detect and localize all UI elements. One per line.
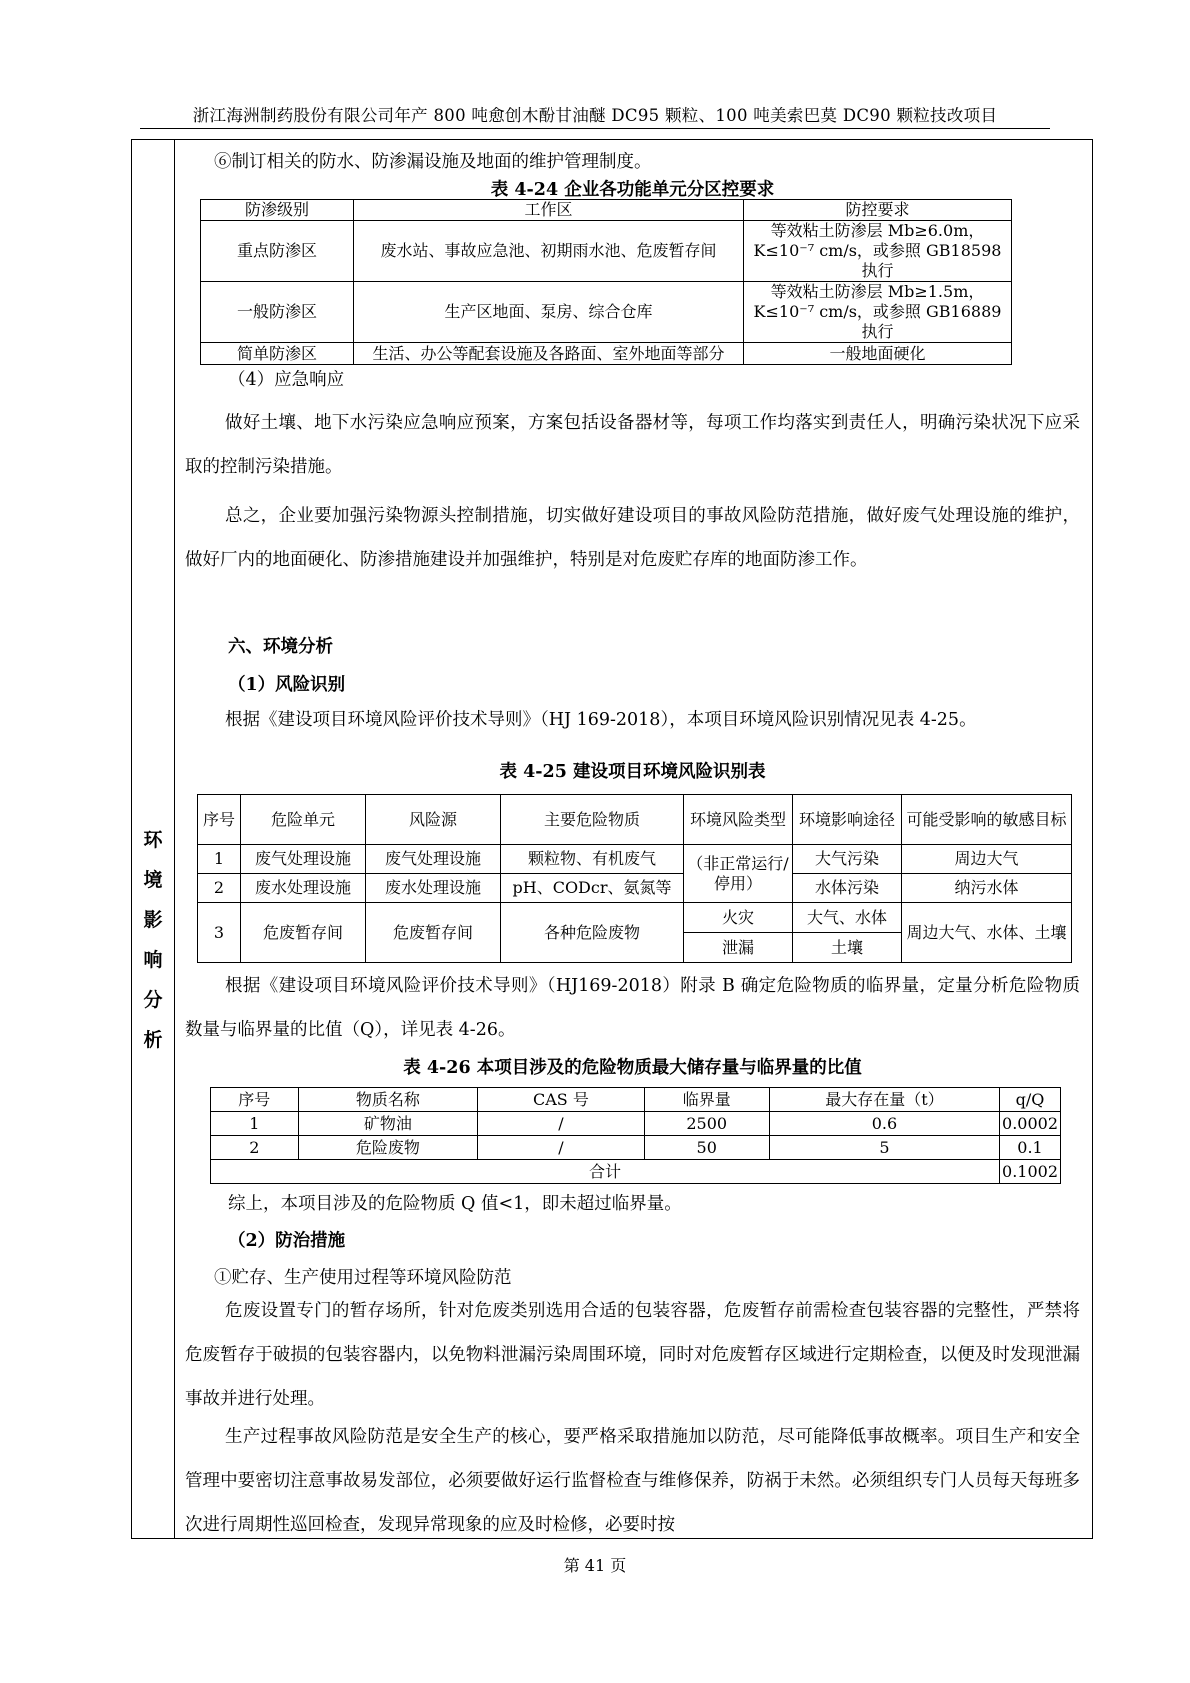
table-cell: 周边大气、水体、土壤 (902, 903, 1072, 963)
table-cell: 0.1 (1000, 1136, 1061, 1160)
table-24-caption: 表 4-24 企业各功能单元分区控要求 (490, 180, 775, 200)
subsection-1-title: （1）风险识别 (228, 675, 346, 695)
table-26 (210, 1087, 1061, 1184)
section-6-title: 六、环境分析 (228, 637, 333, 657)
table-cell: 3 (198, 903, 241, 963)
table-cell: 重点防渗区 (201, 221, 354, 282)
table-cell: 各种危险废物 (501, 903, 684, 963)
table-header: q/Q (1000, 1088, 1061, 1112)
side-char: 分 (143, 989, 163, 1011)
table-header: 防控要求 (744, 200, 1012, 221)
table-cell: 简单防渗区 (201, 343, 354, 365)
table-cell: 1 (211, 1112, 299, 1136)
table-cell: 2 (211, 1136, 299, 1160)
table-cell: pH、CODcr、氨氮等 (501, 874, 684, 903)
table-cell: 等效粘土防渗层 Mb≥6.0m，K≤10⁻⁷ cm/s，或参照 GB18598 执行 (744, 221, 1012, 282)
table-header: 环境影响途径 (793, 795, 902, 845)
subsection-2-title: （2）防治措施 (228, 1231, 346, 1251)
table-cell: 1 (198, 845, 241, 874)
table-cell: 危废暂存间 (366, 903, 501, 963)
table-total-value: 0.1002 (1000, 1160, 1061, 1184)
table-header: 风险源 (366, 795, 501, 845)
table-26-caption: 表 4-26 本项目涉及的危险物质最大储存量与临界量的比值 (403, 1058, 862, 1078)
document-header: 浙江海洲制药股份有限公司年产 800 吨愈创木酚甘油醚 DC95 颗粒、100 吨美索巴莫 DC90 颗粒技改项目 (192, 106, 998, 125)
page-number: 第 41 页 (563, 1556, 627, 1575)
table-cell: 火灾 (684, 903, 793, 933)
item-6: ⑥制订相关的防水、防渗漏设施及地面的维护管理制度。 (214, 152, 652, 172)
table-cell: 大气污染 (793, 845, 902, 874)
table-cell: 废气处理设施 (366, 845, 501, 874)
header-rule (140, 128, 1050, 129)
table-header: 最大存在量（t） (769, 1088, 999, 1112)
paragraph-q: 根据《建设项目环境风险评价技术导则》（HJ169-2018）附录 B 确定危险物质的临界量，定量分析危险物质数量与临界量的比值（Q），详见表 4-26。 (185, 976, 1080, 1040)
table-cell: / (478, 1136, 644, 1160)
table-cell: 等效粘土防渗层 Mb≥1.5m，K≤10⁻⁷ cm/s，或参照 GB16889 执行 (744, 282, 1012, 343)
table-cell: 水体污染 (793, 874, 902, 903)
table-cell: 危废暂存间 (241, 903, 366, 963)
table-header: CAS 号 (478, 1088, 644, 1112)
table-cell: 生活、办公等配套设施及各路面、室外地面等部分 (354, 343, 744, 365)
table-24 (200, 199, 1012, 365)
table-cell: 颗粒物、有机废气 (501, 845, 684, 874)
table-header: 防渗级别 (201, 200, 354, 221)
table-header: 主要危险物质 (501, 795, 684, 845)
table-cell: （非正常运行/停用） (684, 845, 793, 903)
table-cell: 2500 (644, 1112, 769, 1136)
paragraph-production: 生产过程事故风险防范是安全生产的核心，要严格采取措施加以防范，尽可能降低事故概率。项目生产和安全管理中要密切注意事故易发部位，必须要做好运行监督检查与维修保养，防祸于未然。必须组织专门人员每天每班多次进行周期性巡回检查，发现异常现象的应及时检修，必要时按 (185, 1427, 1080, 1535)
table-header: 工作区 (354, 200, 744, 221)
table-header: 序号 (211, 1088, 299, 1112)
frame-divider (174, 140, 175, 1538)
table-cell: 废水处理设施 (241, 874, 366, 903)
table-header: 临界量 (644, 1088, 769, 1112)
side-char: 影 (143, 909, 163, 931)
side-label (132, 820, 174, 1060)
paragraph-storage: 危废设置专门的暂存场所，针对危废类别选用合适的包装容器，危废暂存前需检查包装容器的完整性，严禁将危废暂存于破损的包装容器内，以免物料泄漏污染周围环境，同时对危废暂存区域进行定期检查，以便及时发现泄漏事故并进行处理。 (185, 1301, 1080, 1409)
table-cell: / (478, 1112, 644, 1136)
table-cell: 5 (769, 1136, 999, 1160)
table-header: 环境风险类型 (684, 795, 793, 845)
table-cell: 一般地面硬化 (744, 343, 1012, 365)
table-cell: 危险废物 (298, 1136, 478, 1160)
side-char: 响 (143, 949, 163, 971)
table-header: 物质名称 (298, 1088, 478, 1112)
table-cell: 大气、水体 (793, 903, 902, 933)
table-cell: 周边大气 (902, 845, 1072, 874)
item-1: ①贮存、生产使用过程等环境风险防范 (214, 1268, 512, 1288)
table-total-label: 合计 (211, 1160, 1000, 1184)
table-25-caption: 表 4-25 建设项目环境风险识别表 (499, 762, 766, 782)
table-cell: 废水站、事故应急池、初期雨水池、危废暂存间 (354, 221, 744, 282)
paragraph-summary: 总之，企业要加强污染物源头控制措施，切实做好建设项目的事故风险防范措施，做好废气处理设施的维护，做好厂内的地面硬化、防渗措施建设并加强维护，特别是对危废贮存库的地面防渗工作。 (185, 506, 1080, 570)
table-header: 序号 (198, 795, 241, 845)
paragraph-risk: 根据《建设项目环境风险评价技术导则》（HJ 169-2018），本项目环境风险识别情况见表 4-25。 (225, 710, 977, 730)
side-char: 析 (143, 1029, 163, 1051)
table-cell: 0.0002 (1000, 1112, 1061, 1136)
table-cell: 一般防渗区 (201, 282, 354, 343)
table-cell: 2 (198, 874, 241, 903)
table-cell: 废水处理设施 (366, 874, 501, 903)
side-char: 环 (143, 829, 163, 851)
table-cell: 0.6 (769, 1112, 999, 1136)
table-cell: 废气处理设施 (241, 845, 366, 874)
table-cell: 土壤 (793, 933, 902, 963)
side-char: 境 (143, 869, 163, 891)
section-4-title: （4）应急响应 (228, 370, 345, 390)
paragraph-q-summary: 综上，本项目涉及的危险物质 Q 值<1，即未超过临界量。 (228, 1194, 682, 1214)
paragraph-emergency: 做好土壤、地下水污染应急响应预案，方案包括设备器材等，每项工作均落实到责任人，明确污染状况下应采取的控制污染措施。 (185, 413, 1080, 477)
table-header: 危险单元 (241, 795, 366, 845)
table-cell: 矿物油 (298, 1112, 478, 1136)
table-cell: 泄漏 (684, 933, 793, 963)
table-cell: 50 (644, 1136, 769, 1160)
table-cell: 生产区地面、泵房、综合仓库 (354, 282, 744, 343)
table-25 (197, 794, 1072, 963)
table-header: 可能受影响的敏感目标 (902, 795, 1072, 845)
table-cell: 纳污水体 (902, 874, 1072, 903)
